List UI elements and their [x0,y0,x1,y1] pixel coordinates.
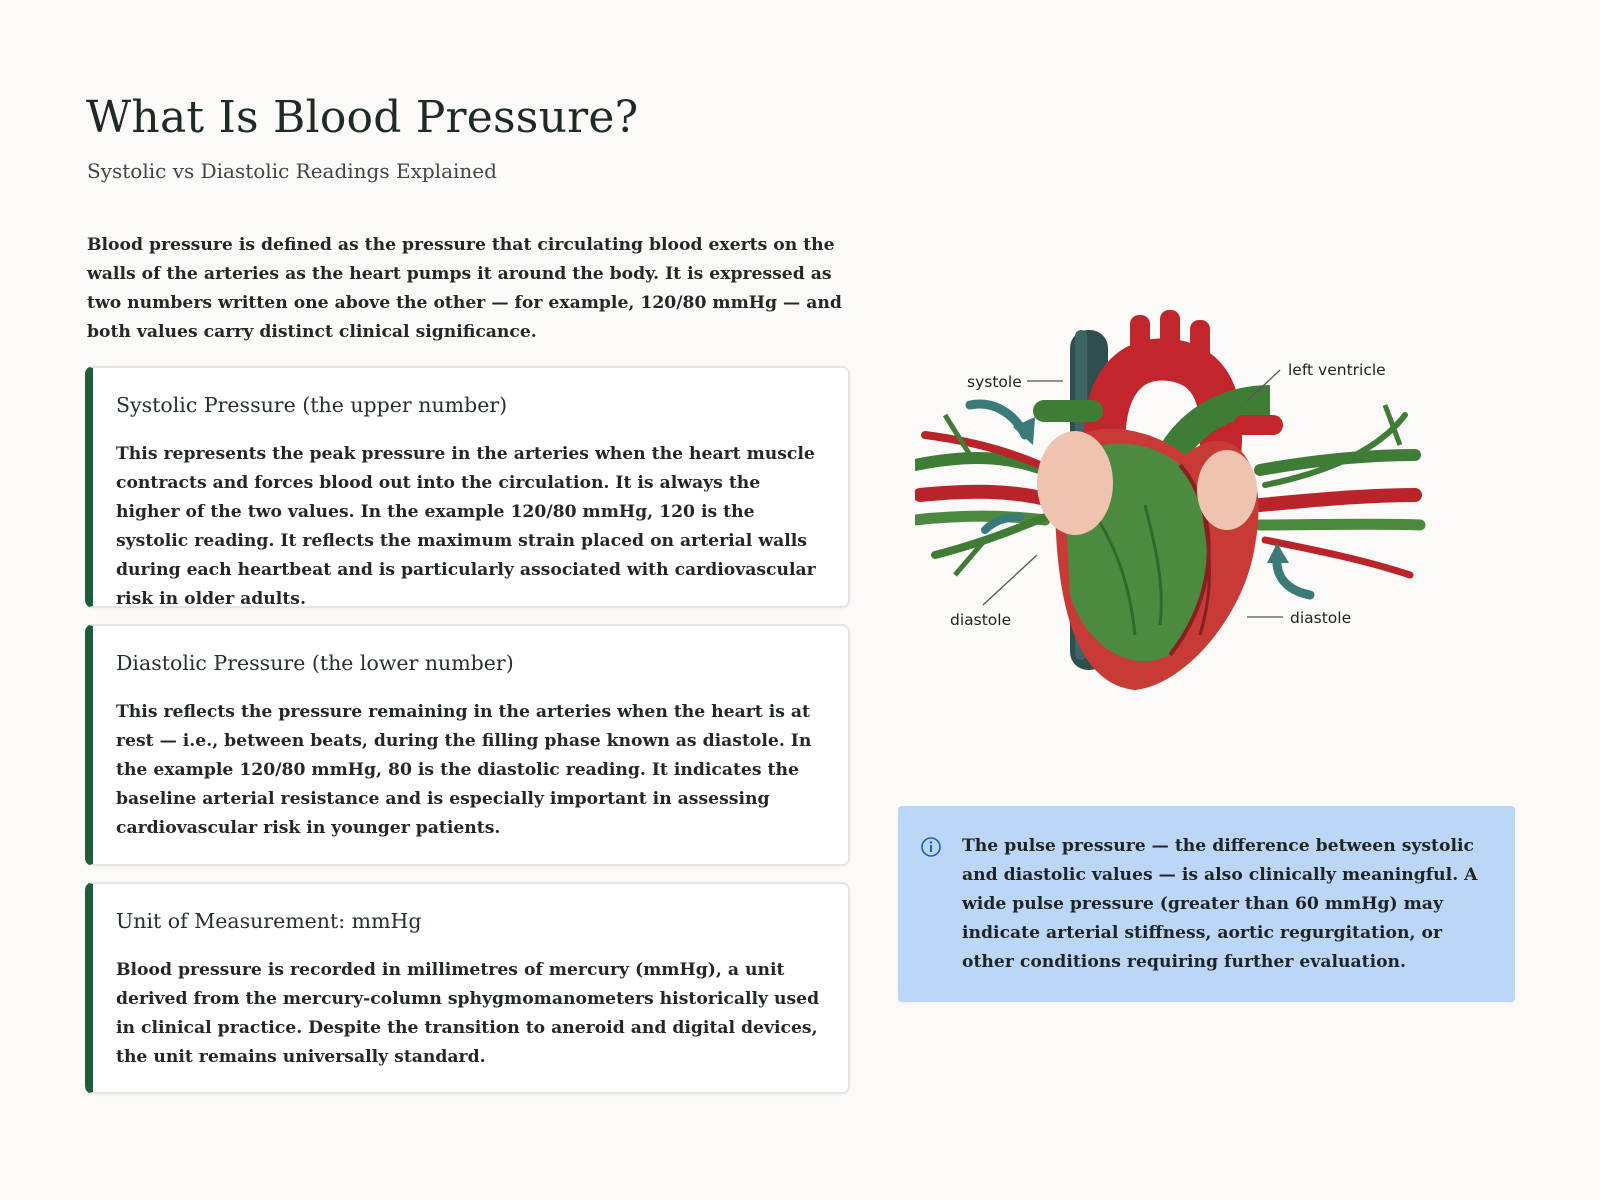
label-left-ventricle: left ventricle [1288,361,1386,379]
diastolic-card [85,624,850,866]
page-title: What Is Blood Pressure? [86,92,639,143]
intro-paragraph: Blood pressure is defined as the pressure that circulating blood exerts on the walls of the arteries as the heart pumps it around the body. It is expressed as two numbers written one above the other — for example, 120/80 mmHg — and both values carry distinct clinical significance. [87,235,842,342]
callout-text: The pulse pressure — the difference between systolic and diastolic values — is also clinically meaningful. A wide pulse pressure (greater than 60 mmHg) may indicate arterial stiffness, aortic regurgitation, or other conditions requiring further evaluation. [962,836,1478,972]
label-systole: systole [967,373,1022,391]
heart-diagram [915,305,1455,725]
right-vessels [1260,405,1420,575]
right-atrium [1037,431,1113,535]
card-heading: Systolic Pressure (the upper number) [116,393,508,417]
unit-card [85,882,850,1094]
systolic-card [85,366,850,608]
card-heading: Unit of Measurement: mmHg [116,909,422,933]
card-heading: Diastolic Pressure (the lower number) [116,651,514,675]
heart-illustration [915,305,1455,725]
pulse-pressure-callout [898,806,1515,1002]
left-atrium [1197,450,1257,530]
card-body: This reflects the pressure remaining in the arteries when the heart is at rest — i.e., between beats, during the filling phase known as diastole. In the example 120/80 mmHg, 80 is the diastolic reading. It indicates the baseline arterial resistance and is especially important in assessing cardiovascular risk in younger patients. [116,702,812,838]
info-icon [920,836,942,858]
label-diastole-left: diastole [950,611,1012,629]
page-subtitle: Systolic vs Diastolic Readings Explained [87,159,497,183]
card-body: This represents the peak pressure in the arteries when the heart muscle contracts and forces blood out into the circulation. It is always the higher of the two values. In the example 120/80 mmHg, 120 is the systolic reading. It reflects the maximum strain placed on arterial walls during each heartbeat and is particularly associated with cardiovascular risk in older adults. [116,444,816,609]
card-body: Blood pressure is recorded in millimetres of mercury (mmHg), a unit derived from the mercury-column sphygmomanometers historically used in clinical practice. Despite the transition to aneroid and digital devices, the unit remains universally standard. [116,960,820,1067]
label-diastole-right: diastole [1290,609,1352,627]
